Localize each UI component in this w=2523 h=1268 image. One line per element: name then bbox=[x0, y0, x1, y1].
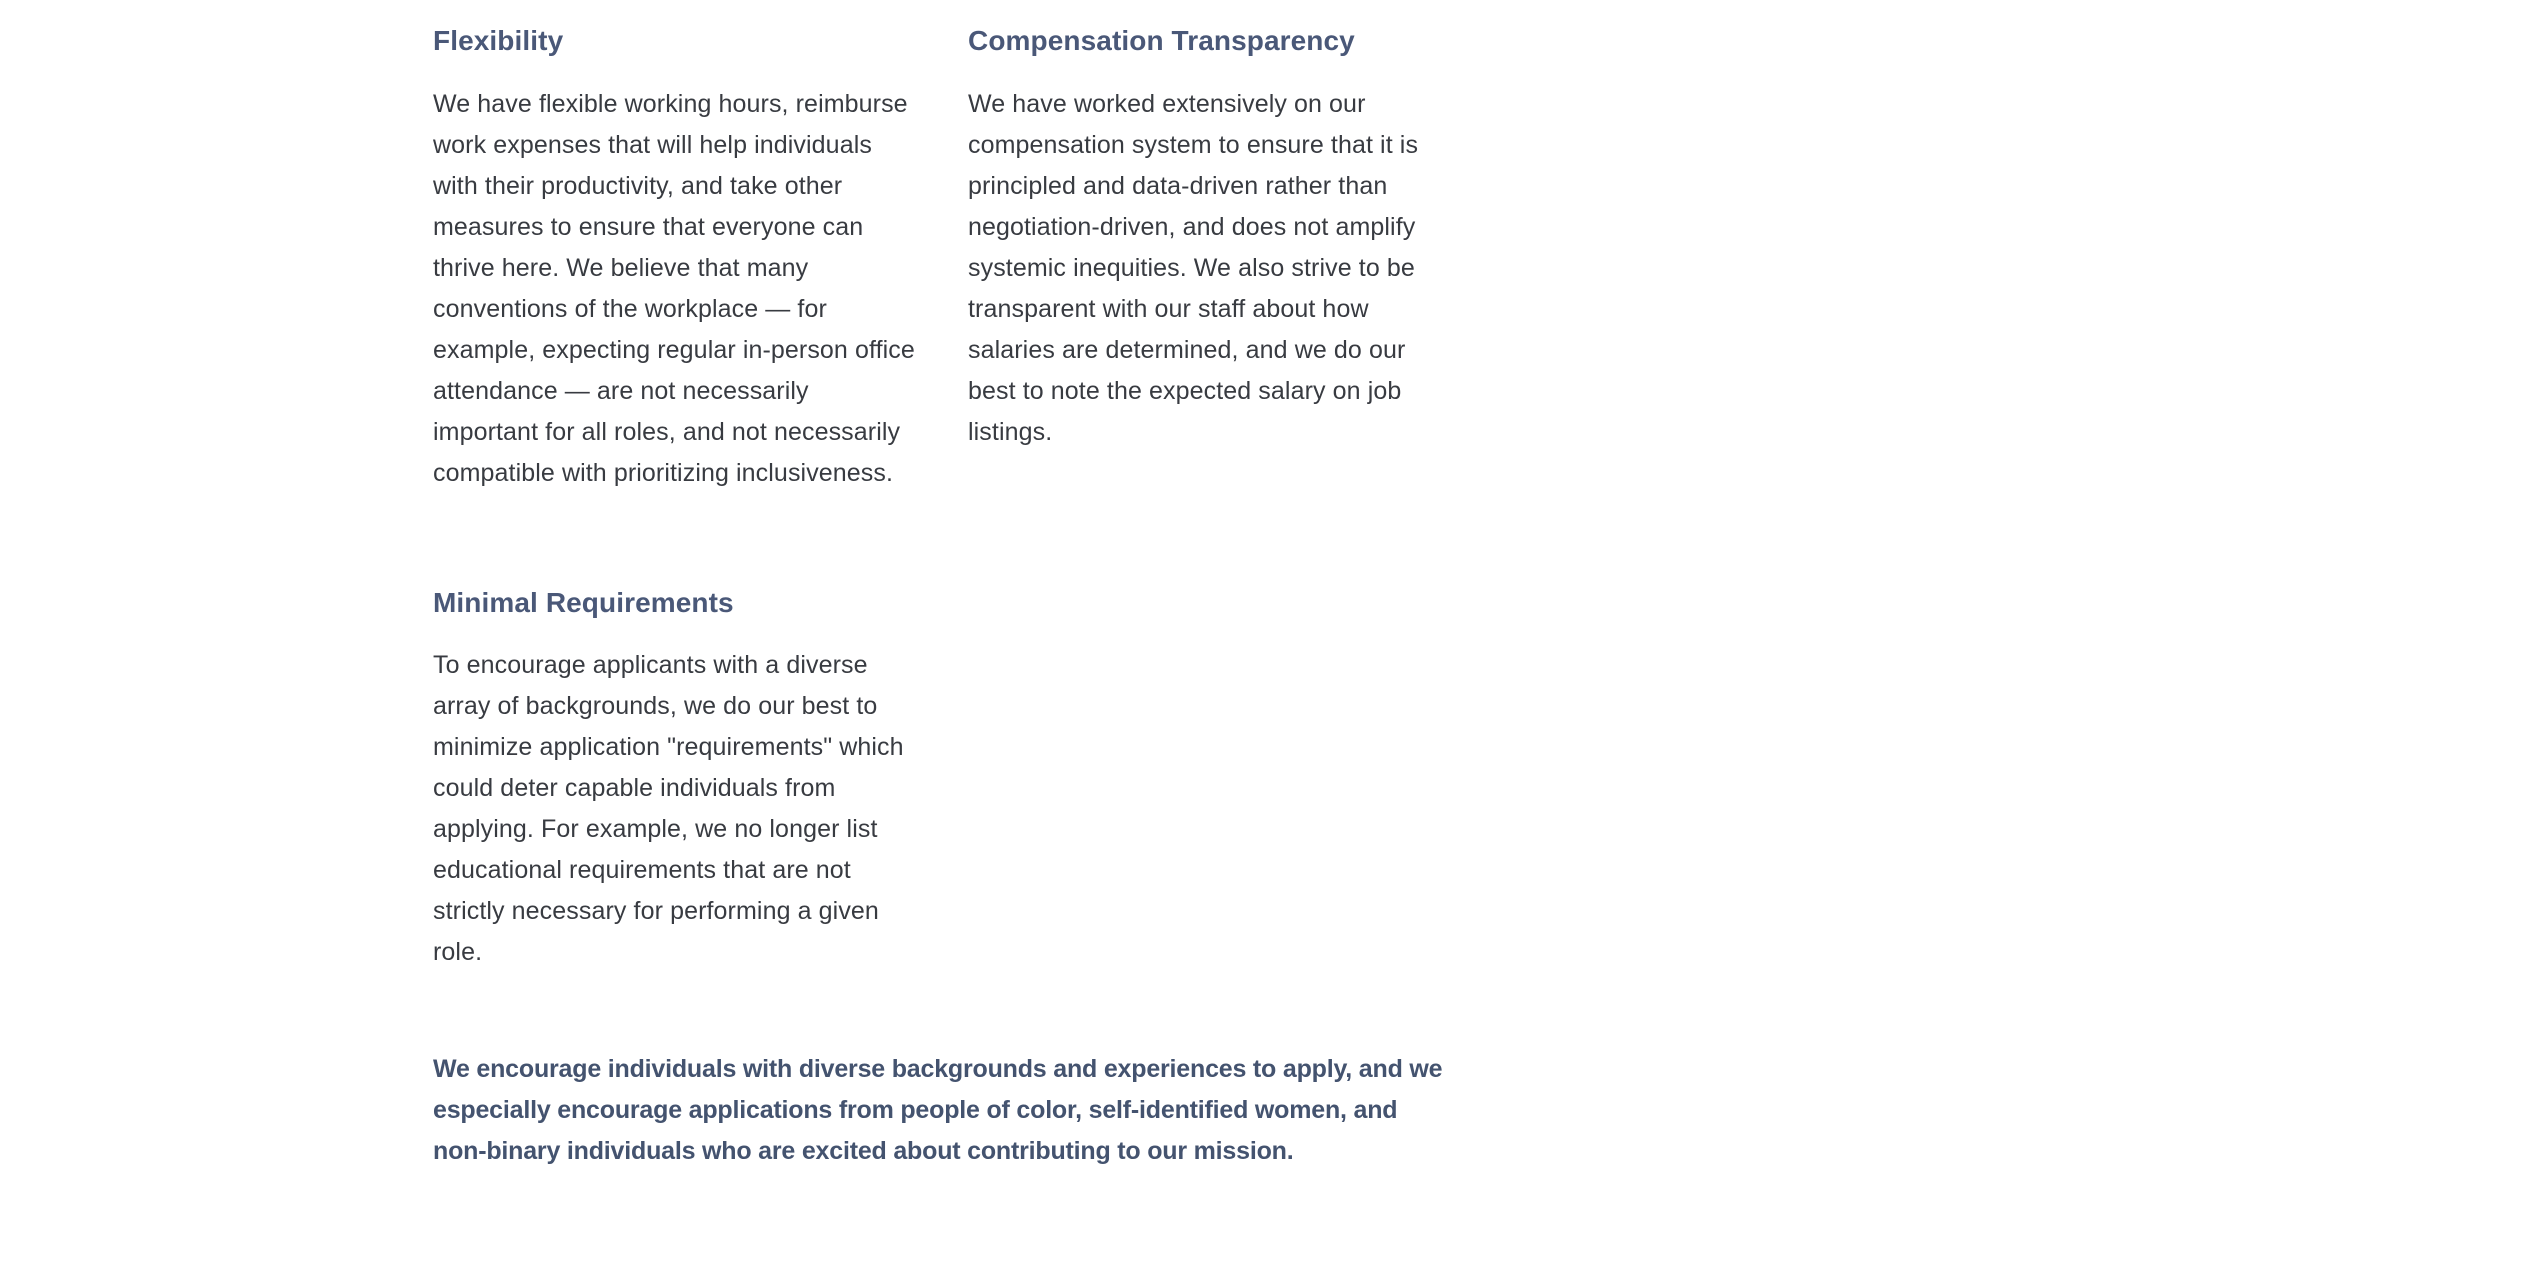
section-minimal-requirements bbox=[433, 586, 918, 974]
sections-grid bbox=[433, 24, 2523, 973]
section-title-minimal-requirements: Minimal Requirements bbox=[433, 586, 734, 618]
section-title-flexibility: Flexibility bbox=[433, 25, 564, 56]
section-title-compensation-transparency: Compensation Transparency bbox=[968, 25, 1355, 56]
section-flexibility bbox=[433, 24, 918, 494]
section-body-minimal-requirements: To encourage applicants with a diverse array of backgrounds, we do our best to minimize application "requirements" which could deter capable individuals from applying. For example, we no longer list educational requirements that are not strictly necessary for performing a given role. bbox=[433, 651, 904, 967]
section-body-compensation-transparency: We have worked extensively on our compensation system to ensure that it is principled and data-driven rather than negotiation-driven, and does not amplify systemic inequities. We also strive to be transparent with our staff about how salaries are determined, and we do our best to note the expected salary on job listings. bbox=[968, 89, 1419, 446]
closing-statement: We encourage individuals with diverse backgrounds and experiences to apply, and we especially encourage applications from people of color, self-identified women, and non-binary individuals who are excited about contributing to our mission. bbox=[433, 1055, 1443, 1166]
section-compensation-transparency bbox=[968, 24, 1453, 494]
section-body-flexibility: We have flexible working hours, reimburse work expenses that will help individuals with their productivity, and take other measures to ensure that everyone can thrive here. We believe that many conventions of the workplace — for example, expecting regular in-person office attendance — are not necessarily important for all roles, and not necessarily compatible with prioritizing inclusiveness. bbox=[433, 89, 915, 487]
